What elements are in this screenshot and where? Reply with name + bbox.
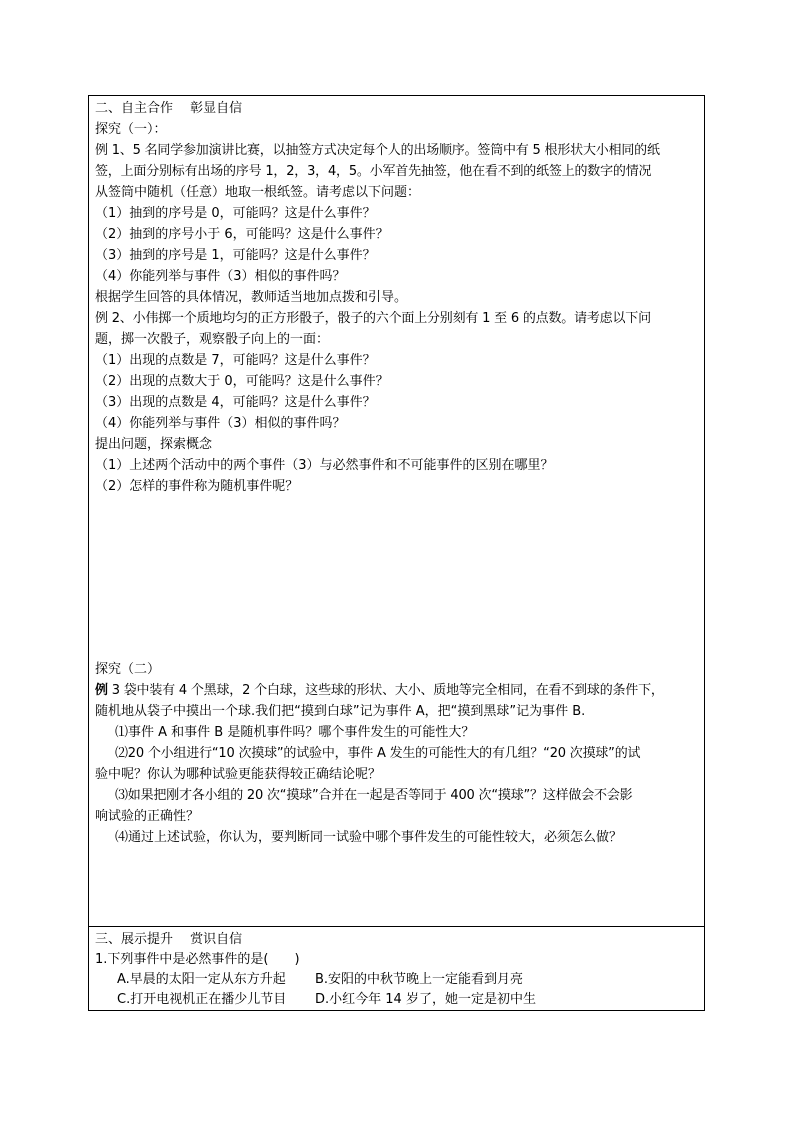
example-1-question: （3）抽到的序号是 1，可能吗？这是什么事件？ — [95, 248, 376, 263]
example-2-question: （1）出现的点数是 7，可能吗？这是什么事件？ — [95, 353, 376, 368]
option-d: D.小红今年 14 岁了，她一定是初中生 — [315, 992, 536, 1007]
example-3-label: 例 — [95, 683, 108, 698]
example-2-question: （2）出现的点数大于 0，可能吗？这是什么事件？ — [95, 374, 389, 389]
concept-question: （2）怎样的事件称为随机事件呢？ — [95, 479, 299, 494]
option-b: B.安阳的中秋节晚上一定能看到月亮 — [315, 972, 524, 987]
example-3-text: 随机地从袋子中摸出一个球.我们把“摸到白球”记为事件 A，把“摸到黑球”记为事件 B. — [95, 704, 586, 719]
example-3-question: ⑶如果把刚才各小组的 20 次“摸球”合并在一起是否等同于 400 次“摸球”？这样做会不会影 — [115, 788, 633, 803]
example-3-question: ⑴事件 A 和事件 B 是随机事件吗？哪个事件发生的可能性大？ — [115, 725, 475, 740]
example-1-text: 从签筒中随机（任意）地取一根纸签。请考虑以下问题： — [95, 185, 421, 200]
option-a: A.早晨的太阳一定从东方升起 — [117, 972, 286, 987]
concept-title: 提出问题，探索概念 — [95, 437, 213, 452]
concept-question: （1）上述两个活动中的两个事件（3）与必然事件和不可能事件的区别在哪里？ — [95, 458, 554, 473]
example-3-question: 响试验的正确性？ — [95, 809, 200, 824]
explore-1-title: 探究（一）： — [95, 122, 167, 137]
option-c: C.打开电视机正在播少儿节目 — [117, 992, 287, 1007]
example-1-question: （4）你能列举与事件（3）相似的事件吗？ — [95, 269, 346, 284]
example-1-text: 签，上面分别标有出场的序号 1，2，3，4，5。小军首先抽签，他在看不到的纸签上的数字的情况 — [95, 164, 652, 179]
explore-2-title: 探究（二） — [95, 662, 161, 677]
example-3-question: 验中呢？你认为哪种试验更能获得较正确结论呢？ — [95, 767, 382, 782]
example-2-question: （4）你能列举与事件（3）相似的事件吗？ — [95, 416, 346, 431]
example-3-text-line: 3 袋中装有 4 个黑球，2 个白球，这些球的形状、大小、质地等完全相同，在看不到球的条件下， — [107, 683, 664, 698]
exercise-question: 1.下列事件中是必然事件的是( ) — [95, 952, 300, 967]
example-1-text: 例 1、5 名同学参加演讲比赛，以抽签方式决定每个人的出场顺序。签筒中有 5 根形状大小相同的纸 — [95, 143, 660, 158]
section-heading: 二、自主合作 彰显自信 — [95, 101, 243, 116]
show-improve-cell — [89, 928, 704, 1010]
example-2-text: 例 2、小伟掷一个质地均匀的正方形骰子，骰子的六个面上分别刻有 1 至 6 的点数。请考虑以下问 — [95, 311, 651, 326]
example-1-question: （1）抽到的序号是 0，可能吗？这是什么事件？ — [95, 206, 376, 221]
self-cooperation-cell — [89, 96, 704, 927]
example-3-question: ⑵20 个小组进行“10 次摸球”的试验中，事件 A 发生的可能性大的有几组？“20 次摸球”的试 — [115, 746, 641, 761]
section-heading: 三、展示提升 赏识自信 — [95, 932, 243, 947]
example-1-question: （2）抽到的序号小于 6，可能吗？这是什么事件？ — [95, 227, 389, 242]
example-3-text — [95, 680, 700, 701]
lesson-table — [88, 95, 705, 1011]
example-2-question: （3）出现的点数是 4，可能吗？这是什么事件？ — [95, 395, 376, 410]
example-3-question: ⑷通过上述试验，你认为，要判断同一试验中哪个事件发生的可能性较大，必须怎么做？ — [115, 830, 623, 845]
teacher-note: 根据学生回答的具体情况，教师适当地加点拨和引导。 — [95, 290, 408, 305]
example-2-text: 题，掷一次骰子，观察骰子向上的一面： — [95, 332, 330, 347]
